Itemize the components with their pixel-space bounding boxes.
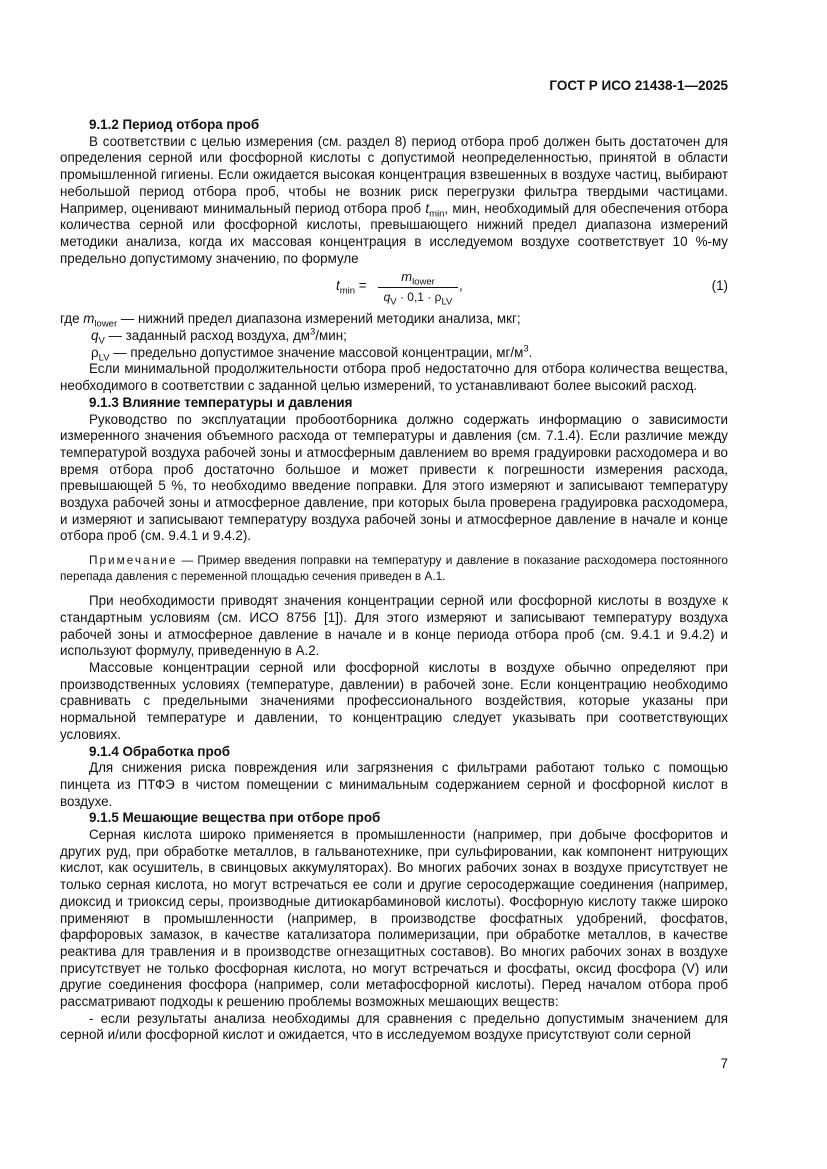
paragraph: Руководство по эксплуатации пробоотборника должно содержать информацию о зависимости измеренного значения объемного расхода от температуры и давления (см. 7.1.4). Если различие между температурой воздуха рабочей зоны и атмосферным давлением во время градуировки расходомера и во время отбора проб достаточно большое и может привести к погрешности измерения расхода, превышающей 5 %, то необходимо введение поправки. Для этого измеряют и записывают температуру воздуха рабочей зоны и атмосферное давление, при которых была проверена градуировка расходомера, и измеряют и записывают температуру воздуха рабочей зоны и атмосферное давление в начале и конце отбора проб (см. 9.4.1 и 9.4.2).: [60, 411, 728, 544]
paragraph: Если минимальной продолжительности отбора проб недостаточно для отбора количества вещества, необходимого в соответствии с заданной целью измерений, то устанавливают более высокий расход.: [60, 361, 728, 394]
document-number: ГОСТ Р ИСО 21438-1—2025: [549, 78, 728, 93]
page-number: 7: [720, 1056, 728, 1071]
section-heading-9-1-5: 9.1.5 Мешающие вещества при отборе проб: [89, 810, 381, 826]
list-item: - если результаты анализа необходимы для сравнения с предельно допустимым значением для серной и/или фосфорной кислот и ожидается, что в исследуемом воздухе присутствуют соли серной: [60, 1010, 728, 1043]
formula-lhs: $t_{min}$ =: [336, 278, 367, 297]
section-heading-9-1-4: 9.1.4 Обработка проб: [89, 743, 231, 759]
formula-numerator: $m_{lower}$: [378, 269, 458, 288]
paragraph: Массовые концентрации серной или фосфорной кислоты в воздухе обычно определяют при производственных условиях (температуре, давлении) в рабочей зоне. Если концентрацию необходимо сравнивать с предельными значениями профессионального воздействия, которые указаны при нормальной температуре и давлении, то концентрацию следует указывать при соответствующих условиях.: [60, 659, 728, 742]
formula-number: (1): [711, 278, 728, 294]
where-line: где $m_{lower}$ — нижний предел диапазона измерений методики анализа, мкг;: [60, 311, 521, 330]
where-line: $q_V$ — заданный расход воздуха, $дм^3$/мин;: [91, 326, 347, 347]
where-line: $\rho_{LV}$ — предельно допустимое значение массовой концентрации, $мг/м^3$.: [91, 343, 533, 364]
formula-1: $t_{min}$ = $m_{lower}$ $q_V \cdot 0,1 \cdot \rho_{LV}$ , (1): [336, 269, 728, 308]
formula-fraction: [378, 269, 458, 308]
document-body: [60, 117, 728, 1044]
paragraph: Серная кислота широко применяется в промышленности (например, при добыче фосфоритов и других руд, при обработке металлов, в гальванотехнике, при сульфировании, как компонент нитрующих кислот, как осушитель, в свинцовых аккумуляторах). Во многих рабочих зонах в воздухе присутствует не только серная кислота, но могут встречаться ее соли и другие серосодержащие соединения (например, диоксид и триоксид серы, производные дитиокарбаминовой кислоты). Фосфорную кислоту также широко применяют в промышленности (например, в производстве фосфатных удобрений, фосфатов, фарфоровых замазок, в качестве катализатора полимеризации, при обработке металлов, в качестве реактива для травления и в производстве огнезащитных составов). Во многих рабочих зонах в воздухе присутствует не только фосфорная кислота, но могут встречаться и фосфаты, оксид фосфора (V) или другие соединения фосфора (например, соли метафосфорной кислоты). Перед началом отбора проб рассматривают подходы к решению проблемы возможных мешающих веществ:: [60, 827, 728, 1010]
section-heading-9-1-3: 9.1.3 Влияние температуры и давления: [89, 394, 353, 410]
paragraph: Для снижения риска повреждения или загрязнения с фильтрами работают только с помощью пинцета из ПТФЭ в чистом помещении с минимальным содержанием серной и фосфорной кислот в воздухе.: [60, 760, 728, 809]
formula-denominator: $q_V \cdot 0,1 \cdot \rho_{LV}$: [383, 290, 453, 308]
note: Примечание — Пример введения поправки на температуру и давление в показание расходомера постоянного перепада давления с переменной площадью сечения приведен в А.1.: [60, 553, 728, 583]
paragraph: В соответствии с целью измерения (см. раздел 8) период отбора проб должен быть достаточен для определения серной или фосфорной кислоты с допустимой неопределенностью, принятой в области промышленной гигиены. Если ожидается высокая концентрация взвешенных в воздухе частиц, выбирают небольшой период отбора проб, чтобы не возник риск перегрузки фильтра твердыми частицами. Например, оценивают минимальный период отбора проб $t_{min}$, мин, необходимый для обеспечения отбора количества серной или фосфорной кислоты, превышающего нижний предел диапазона измерений методики анализа, когда их массовая концентрация в исследуемом воздухе соответствует 10 %-му предельно допустимому значению, по формуле: [60, 133, 728, 266]
paragraph: При необходимости приводят значения концентрации серной или фосфорной кислоты в воздухе к стандартным условиям (см. ИСО 8756 [1]). Для этого измеряют и записывают температуру воздуха рабочей зоны и атмосферное давление в начале и в конце периода отбора проб (см. 9.4.1 и 9.4.2) и используют формулу, приведенную в А.2.: [60, 593, 728, 659]
section-heading-9-1-2: 9.1.2 Период отбора проб: [89, 117, 260, 132]
